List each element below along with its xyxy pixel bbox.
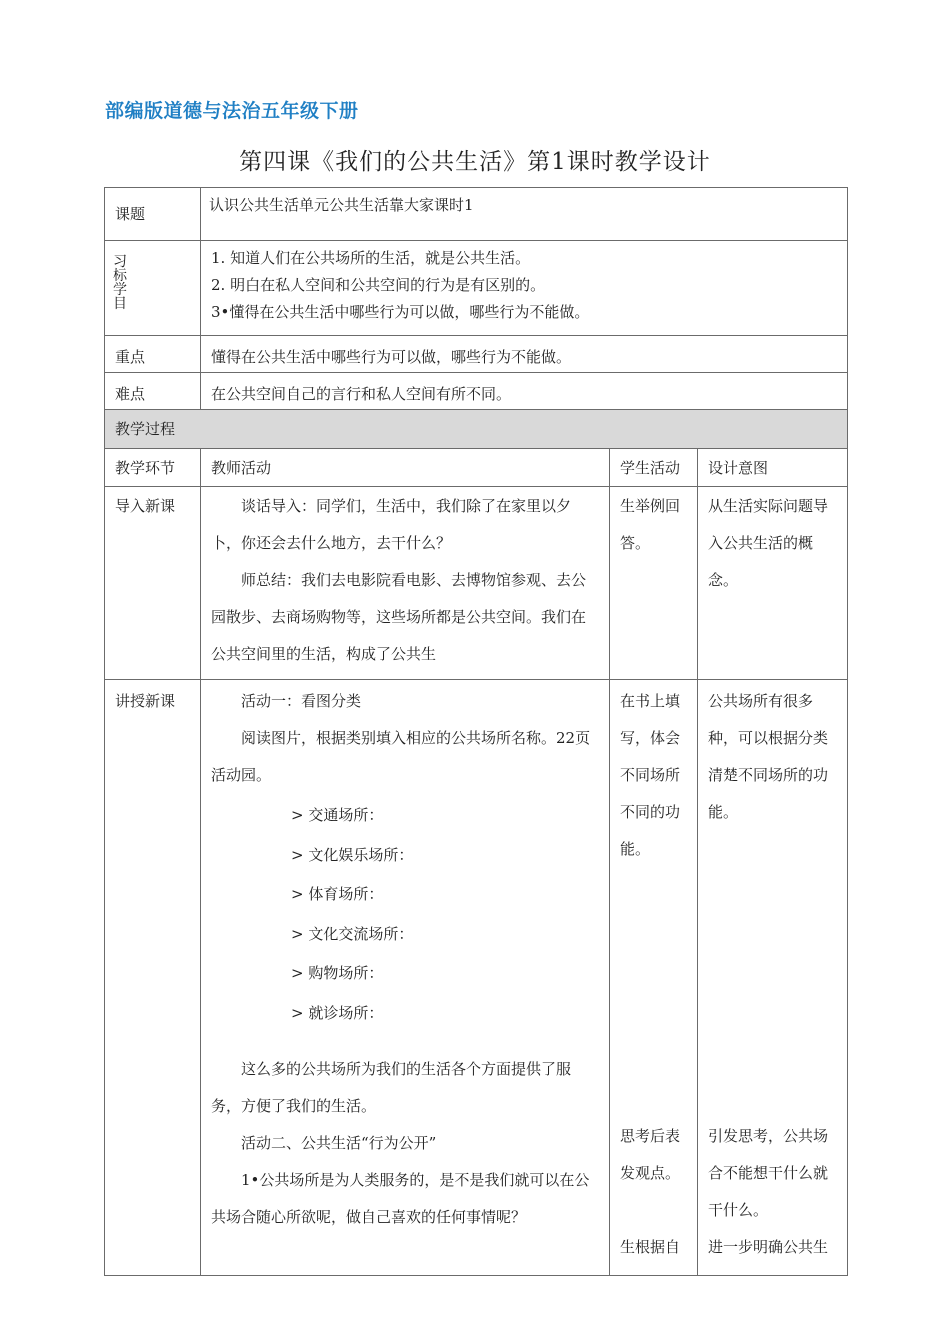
bullet-item: > 就诊场所： bbox=[291, 1003, 384, 1022]
document-title: 第四课《我们的公共生活》第1课时教学设计 bbox=[239, 149, 711, 175]
col-teacher: 教师活动 bbox=[211, 459, 272, 477]
lecture-question: 1•公共场所是为人类服务的，是不是我们就可以在公共场合随心所欲呢，做自己喜欢的任何事情呢？ bbox=[211, 1171, 590, 1226]
topic-row bbox=[105, 188, 848, 241]
intro-student: 生举例回答。 bbox=[620, 497, 681, 552]
lecture-student-3: 生根据自 bbox=[620, 1238, 681, 1256]
key-value: 懂得在公共生活中哪些行为可以做，哪些行为不能做。 bbox=[211, 348, 572, 366]
column-header-row bbox=[105, 449, 848, 487]
series-header: 部编版道德与法治五年级下册 bbox=[105, 100, 359, 122]
intro-row bbox=[105, 487, 848, 680]
lesson-plan-table bbox=[104, 187, 848, 1276]
key-row bbox=[105, 336, 848, 373]
process-heading: 教学过程 bbox=[115, 420, 176, 438]
goal-item: 2. 明白在私人空间和公共空间的行为是有区别的。 bbox=[211, 276, 546, 294]
lecture-stage: 讲授新课 bbox=[115, 692, 176, 710]
lecture-row bbox=[105, 680, 848, 1276]
goals-label: 习标学目 bbox=[113, 254, 127, 312]
process-row bbox=[105, 410, 848, 449]
lecture-student-1: 在书上填写，体会不同场所不同的功能。 bbox=[620, 692, 681, 858]
bullet-item: > 交通场所： bbox=[291, 806, 384, 824]
goals-row bbox=[105, 241, 848, 336]
lecture-activity-1: 活动一：看图分类 bbox=[241, 692, 362, 710]
col-student: 学生活动 bbox=[620, 459, 681, 477]
lecture-summary: 这么多的公共场所为我们的生活各个方面提供了服务，方便了我们的生活。 bbox=[211, 1060, 572, 1115]
difficulty-row bbox=[105, 373, 848, 410]
lecture-activity-2: 活动二、公共生活“行为公开” bbox=[241, 1134, 437, 1152]
intro-teacher-p1: 谈话导入：同学们，生活中，我们除了在家里以夕卜，你还会去什么地方，去干什么？ bbox=[211, 497, 572, 552]
bullet-item: > 文化交流场所： bbox=[291, 924, 414, 943]
intro-intent: 从生活实际问题导入公共生活的概念。 bbox=[708, 497, 829, 589]
lecture-intent-1: 公共场所有很多种，可以根据分类清楚不同场所的功能。 bbox=[708, 692, 829, 821]
goals-list bbox=[201, 241, 847, 330]
topic-label: 课题 bbox=[115, 205, 146, 223]
key-label: 重点 bbox=[115, 348, 146, 366]
difficulty-value: 在公共空间自己的言行和私人空间有所不同。 bbox=[211, 385, 512, 403]
goal-item: 3•懂得在公共生活中哪些行为可以做，哪些行为不能做。 bbox=[211, 303, 590, 321]
lecture-instruction: 阅读图片，根据类别填入相应的公共场所名称。22页活动园。 bbox=[211, 729, 591, 784]
lecture-intent-2: 引发思考，公共场合不能想干什么就干什么。 bbox=[708, 1127, 829, 1219]
intro-teacher-p2: 师总结：我们去电影院看电影、去博物馆参观、去公园散步、去商场购物等，这些场所都是公共空间。我们在公共空间里的生活，构成了公共生 bbox=[211, 571, 587, 663]
bullet-item: > 文化娱乐场所： bbox=[291, 845, 414, 864]
goal-item: 1. 知道人们在公共场所的生活，就是公共生活。 bbox=[211, 249, 531, 267]
bullet-item: > 购物场所： bbox=[291, 964, 384, 982]
difficulty-label: 难点 bbox=[115, 385, 146, 403]
intro-stage: 导入新课 bbox=[115, 497, 176, 515]
lecture-student-2: 思考后表发观点。 bbox=[620, 1127, 681, 1182]
col-intent: 设计意图 bbox=[708, 459, 769, 477]
lecture-intent-3: 进一步明确公共生 bbox=[708, 1238, 829, 1256]
col-stage: 教学环节 bbox=[115, 459, 176, 477]
bullet-item: > 体育场所： bbox=[291, 885, 384, 903]
topic-value: 认识公共生活单元公共生活靠大家课时1 bbox=[209, 196, 474, 214]
